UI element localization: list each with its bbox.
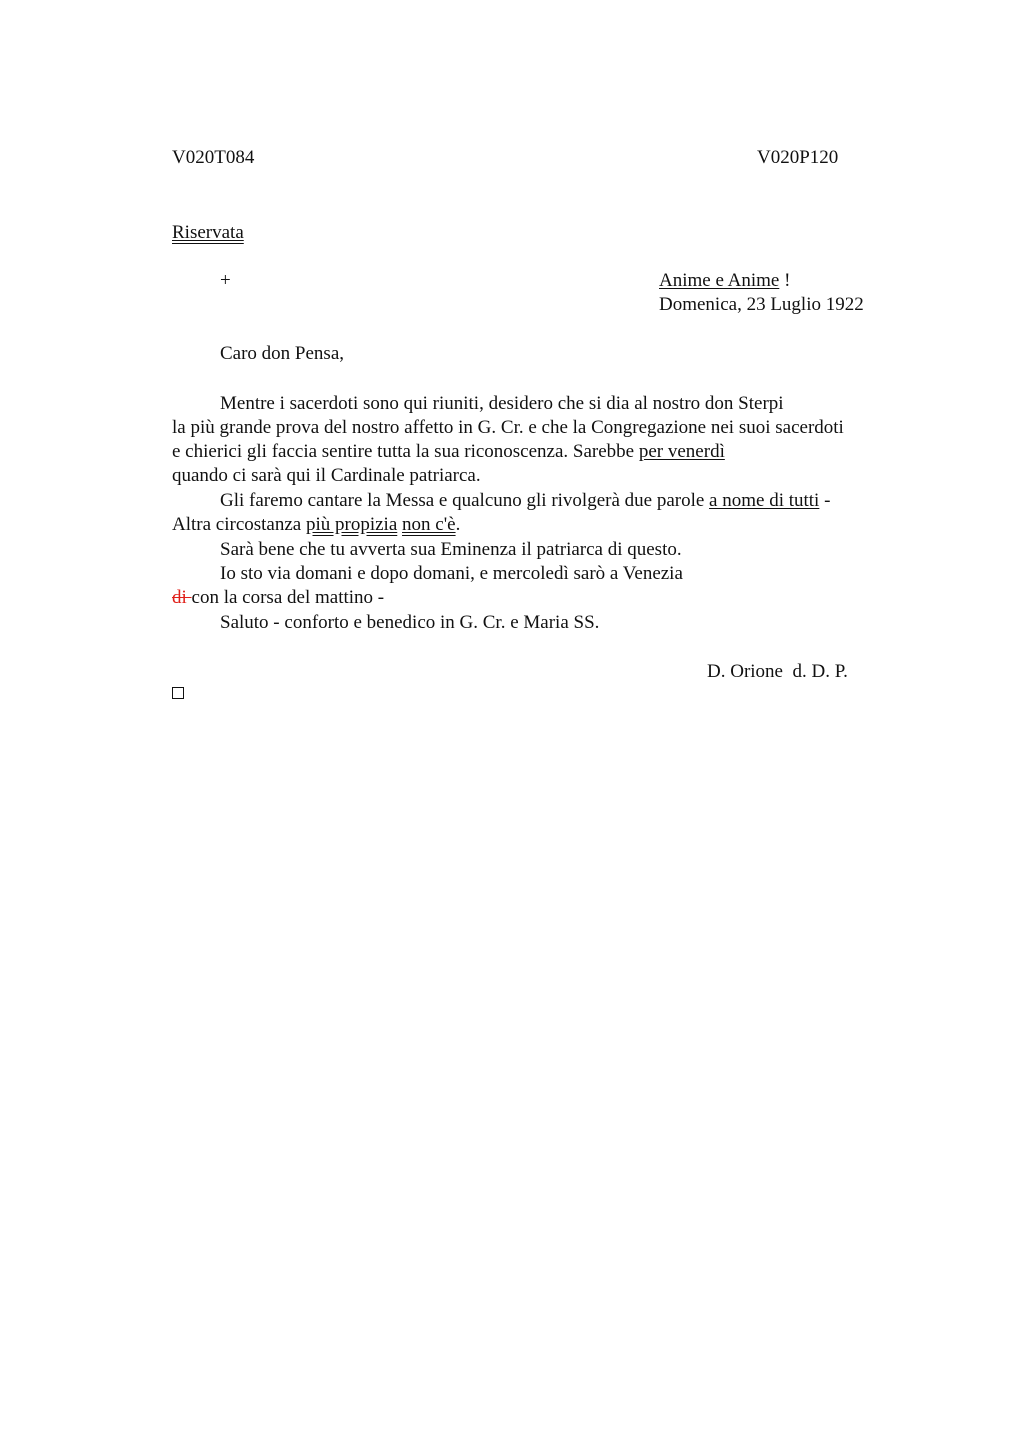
double-underlined-more-fitting: più propizia (305, 514, 398, 535)
body-line-1: Mentre i sacerdoti sono qui riuniti, desidero che si dia al nostro don Sterpi (220, 393, 784, 414)
signature: D. Orione d. D. P. (707, 661, 848, 682)
underlined-on-behalf: a nome di tutti (709, 490, 820, 511)
body-line-3 (172, 440, 725, 464)
body-line-9 (172, 586, 384, 610)
motto-tail: ! (779, 270, 791, 291)
cross-symbol: + (220, 270, 231, 291)
body-line-6-text: Altra circostanza (172, 514, 306, 535)
header-left-code: V020T084 (172, 147, 255, 168)
body-line-8: Io sto via domani e dopo domani, e mercoledì sarò a Venezia (220, 563, 683, 584)
body-line-9-text: con la corsa del mattino - (191, 587, 385, 608)
body-line-5 (220, 489, 830, 513)
salutation: Caro don Pensa, (220, 343, 345, 364)
deleted-word: di (172, 587, 192, 608)
header-right-code: V020P120 (757, 147, 839, 168)
double-underlined-there-is-not: non c'è (402, 514, 456, 535)
underlined-friday: per venerdì (638, 441, 725, 462)
body-line-6-period: . (455, 514, 461, 535)
motto-text: Anime e Anime (659, 270, 780, 291)
body-line-5-dash: - (819, 490, 831, 511)
body-line-7: Sarà bene che tu avverta sua Eminenza il patriarca di questo. (220, 539, 682, 560)
body-line-5-text: Gli faremo cantare la Messa e qualcuno gli rivolgerà due parole (220, 490, 710, 511)
body-line-3-text: e chierici gli faccia sentire tutta la sua riconoscenza. Sarebbe (172, 441, 639, 462)
letter-date: Domenica, 23 Luglio 1922 (659, 294, 864, 315)
body-line-4: quando ci sarà qui il Cardinale patriarca. (172, 465, 481, 486)
body-line-10: Saluto - conforto e benedico in G. Cr. e Maria SS. (220, 612, 600, 633)
square-checkbox-icon (172, 687, 184, 699)
confidential-label: Riservata (172, 222, 244, 243)
body-line-6 (172, 513, 460, 537)
body-line-2: la più grande prova del nostro affetto in G. Cr. e che la Congregazione nei suoi sacerdoti (172, 417, 844, 438)
motto-line (659, 269, 790, 293)
